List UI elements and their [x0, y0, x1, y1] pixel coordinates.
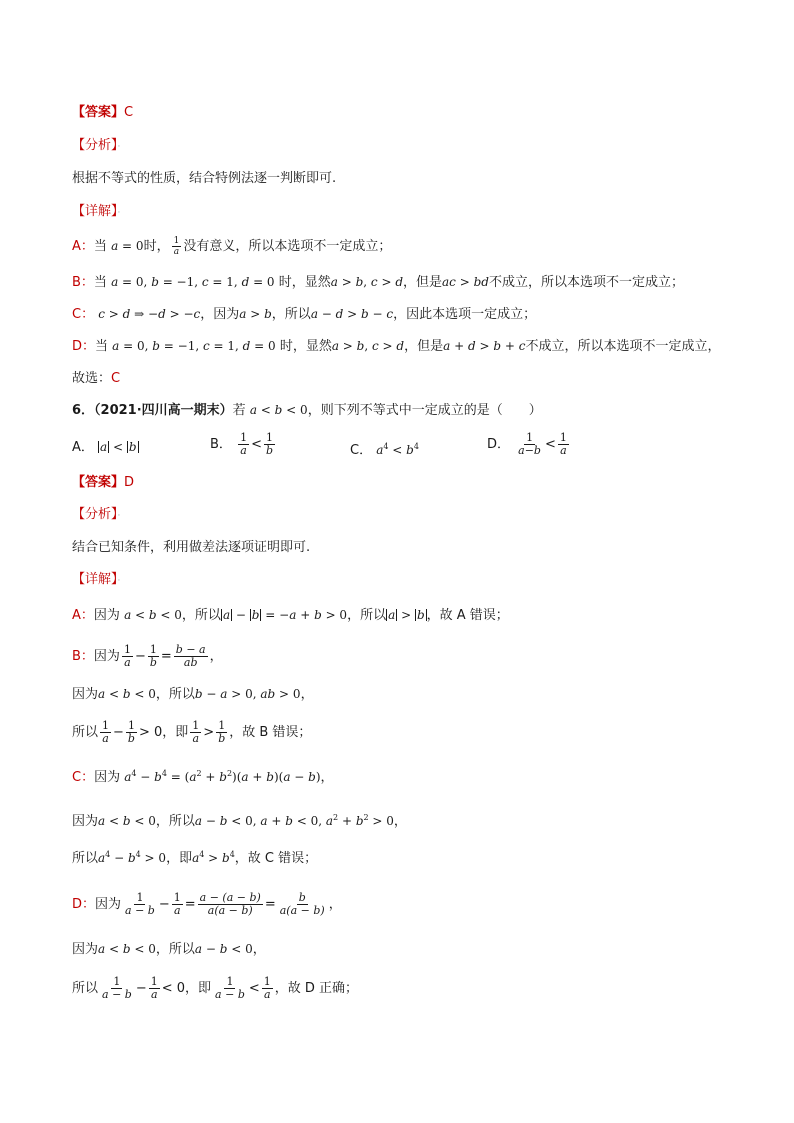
option-a: A． a < b — [72, 440, 137, 455]
q5-conclusion: 故选：C — [72, 371, 121, 386]
math-expression: c > d ⇒ −d > −c — [98, 307, 201, 321]
q6-analysis-label-line: 【分析】· — [72, 507, 121, 522]
q5-option-b-explanation: B：当 a = 0, b = −1, c = 1, d = 0 时，显然a > b, c > d，但是ac > bd不成立，所以本选项不一定成立； — [72, 275, 684, 290]
answer-value: C — [124, 105, 134, 120]
q6-option-d-step3: 所以 $\frac{1}{a - b}$ − $\frac{1}{a}$ < 0，即 $\frac{1}{a - b}$ < $\frac{1}{a}$ ，故 D 正确； — [72, 975, 359, 1001]
q6-analysis-text: 结合已知条件，利用做差法逐项证明即可. — [72, 540, 311, 555]
q5-option-c-explanation: C： c > d ⇒ −d > −c，因为a > b，所以a − d > b − c，因此本选项一定成立； — [72, 307, 537, 322]
question-source: （2021·四川高一期末） — [94, 403, 233, 418]
q6-answer-line: 【答案】D — [72, 475, 135, 490]
q6-option-b-step3: 所以 $\frac{1}{a}$ − $\frac{1}{b}$ > 0，即 $\frac{1}{a}$ > $\frac{1}{b}$ ，故 B 错误； — [72, 719, 312, 745]
option-b: B． $\frac{1}{a}$ < $\frac{1}{b}$ — [210, 431, 274, 457]
q6-option-c-explanation: C：因为 $a^4 - b^4 = (a^2 + b^2)(a + b)(a - b)$， — [72, 769, 334, 785]
q5-option-d-explanation: D：当 a = 0, b = −1, c = 1, d = 0 时，显然a > b, c > d，但是a + d > b + c不成立，所以本选项不一定成立， — [72, 339, 721, 354]
q6-option-c-step3: 所以$a^4 - b^4 > 0$，即$a^4 > b^4$，故 C 错误； — [72, 850, 318, 866]
q5-analysis-text — [72, 170, 336, 188]
chosen-answer: C — [111, 371, 121, 386]
q6-stem: 6．（2021·四川高一期末）若 a < b < 0，则下列不等式中一定成立的是（ ） — [72, 403, 542, 418]
q6-detail-label-line: 【详解】· — [72, 572, 121, 587]
q6-options — [72, 432, 722, 462]
detail-label: 【详解】 — [72, 204, 118, 219]
q6-option-a-explanation: A：因为 a < b < 0，所以 a − b = −a + b > 0，所以 a > b ，故 A 错误； — [72, 608, 509, 623]
q6-option-d-step2: 因为a < b < 0，所以a − b < 0， — [72, 942, 266, 957]
option-d: D． $\frac{1}{a-b}$ < $\frac{1}{a}$ — [487, 431, 567, 457]
answer-label: 【答案】 — [72, 105, 125, 120]
q6-option-c-step2: 因为a < b < 0，所以a − b < 0, a + b < 0, $a^2 + b^2 > 0$， — [72, 813, 407, 829]
q5-analysis-label-line: 【分析】· — [72, 138, 121, 153]
option-c: C． $a^4 < b^4$ — [350, 442, 419, 458]
math-expression: a = 0 — [111, 239, 144, 253]
q6-option-d-explanation: D：因为 $\frac{1}{a - b}$ − $\frac{1}{a}$ = $\frac{a - (a - b)}{a(a - b)}$ = $\frac{b}{a(a - b)}$ ， — [72, 891, 342, 917]
math-expression: a = 0, b = −1, c = 1, d = 0 — [111, 275, 275, 289]
q5-detail-label-line: 【详解】· — [72, 204, 121, 219]
analysis-text: 根据不等式的性质，结合特例法逐一判断即可. — [72, 171, 337, 186]
analysis-label: 【分析】 — [72, 138, 118, 153]
q5-option-a-explanation: A：当 a = 0时， $\frac{1}{a}$ 没有意义，所以本选项不一定成立； — [72, 236, 392, 257]
q6-option-b-explanation: B：因为 $\frac{1}{a}$ − $\frac{1}{b}$ = $\frac{b - a}{ab}$ ， — [72, 643, 223, 669]
question-number: 6． — [72, 403, 95, 418]
math-fraction: $\frac{1}{a}$ — [173, 236, 180, 257]
q6-option-b-step2: 因为a < b < 0，所以b − a > 0, ab > 0， — [72, 687, 314, 702]
q5-answer-line — [72, 104, 133, 122]
option-prefix: A： — [72, 239, 94, 254]
